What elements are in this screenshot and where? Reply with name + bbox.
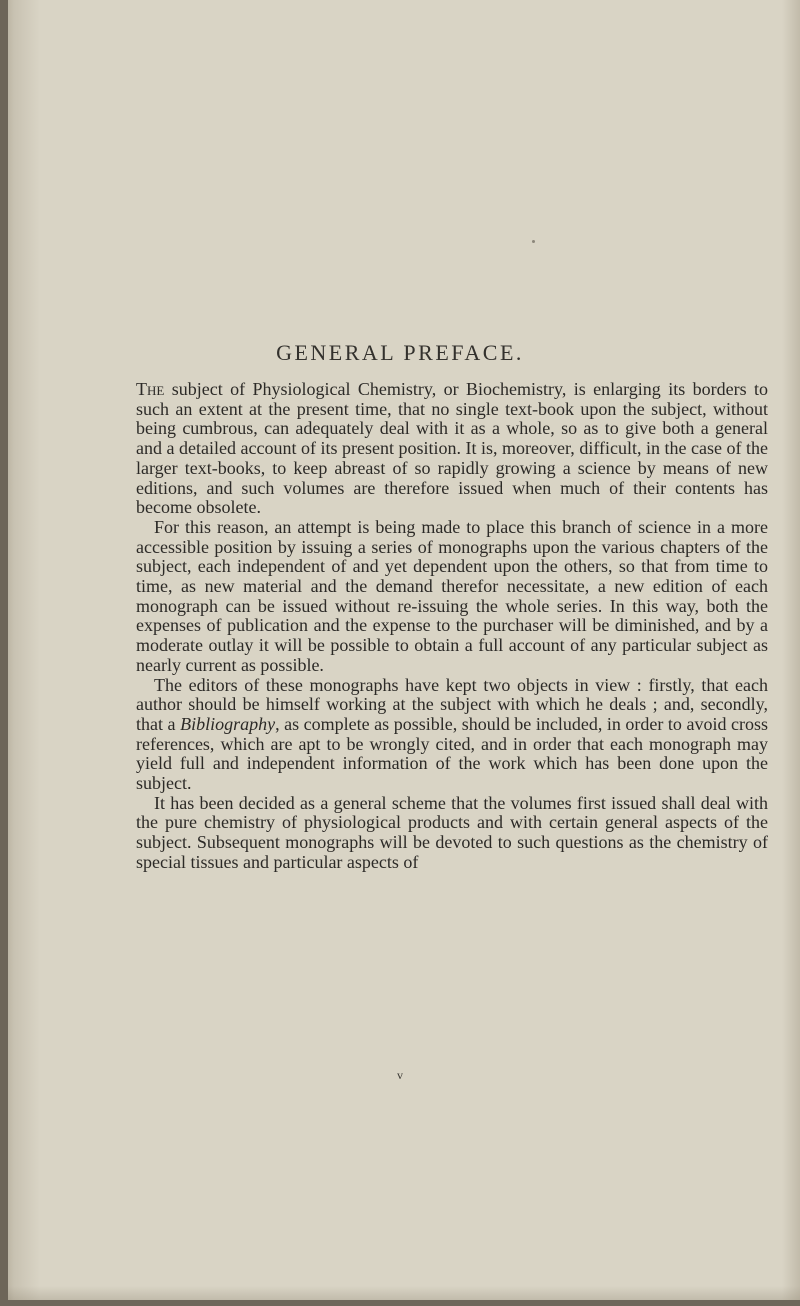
paragraph-3-emphasis: Bibliography: [180, 713, 276, 734]
paragraph-1-lead: The: [136, 379, 165, 399]
paragraph-3-text-before: The editors of these monographs have kept two objects in view : firstly, that each author should be himself working at the subject with which he deals ; and, secondly, that a: [136, 674, 768, 734]
binding-edge: [0, 0, 8, 1306]
page-title: GENERAL PREFACE.: [276, 340, 524, 365]
bottom-edge: [0, 1300, 800, 1306]
paragraph-3-text-after: , as complete as possible, should be included, in order to avoid cross references, which are apt to be wrongly cited, and in order that each monograph may yield full and independent information of the work which has been done upon the subject.: [136, 713, 768, 794]
paragraph-3: [136, 676, 768, 794]
paragraph-2: For this reason, an attempt is being made to place this branch of science in a more accessible position by issuing a series of monographs upon the various chapters of the subject, each independent of and yet dependent upon the others, so that from time to time, as new material and the demand therefor necessitate, a new edition of each monograph can be issued without re-issuing the whole series. In this way, both the expenses of publication and the expense to the purchaser will be diminished, and by a moderate outlay it will be possible to obtain a full account of any particular subject as nearly current as possible.: [136, 516, 768, 675]
preface-body: [136, 380, 768, 873]
paragraph-1: [136, 380, 768, 518]
page-number: v: [397, 1068, 403, 1082]
paragraph-1-text: subject of Physiological Chemistry, or Biochemistry, is enlarging its borders to such an extent at the present time, that no single text-book upon the subject, without being cumbrous, can adequately deal with it as a whole, so as to give both a general and a detailed account of its present position. It is, moreover, difficult, in the case of the larger text-books, to keep abreast of so rapidly growing a science by means of new editions, and such volumes are therefore issued when much of their contents has become obsolete.: [136, 379, 768, 518]
paper-speck: [532, 240, 535, 243]
paragraph-4: It has been decided as a general scheme that the volumes first issued shall deal with the pure chemistry of physiological products and with certain general aspects of the subject. Subsequent monographs will be devoted to such questions as the chemistry of special tissues and particular aspects of: [136, 792, 768, 872]
